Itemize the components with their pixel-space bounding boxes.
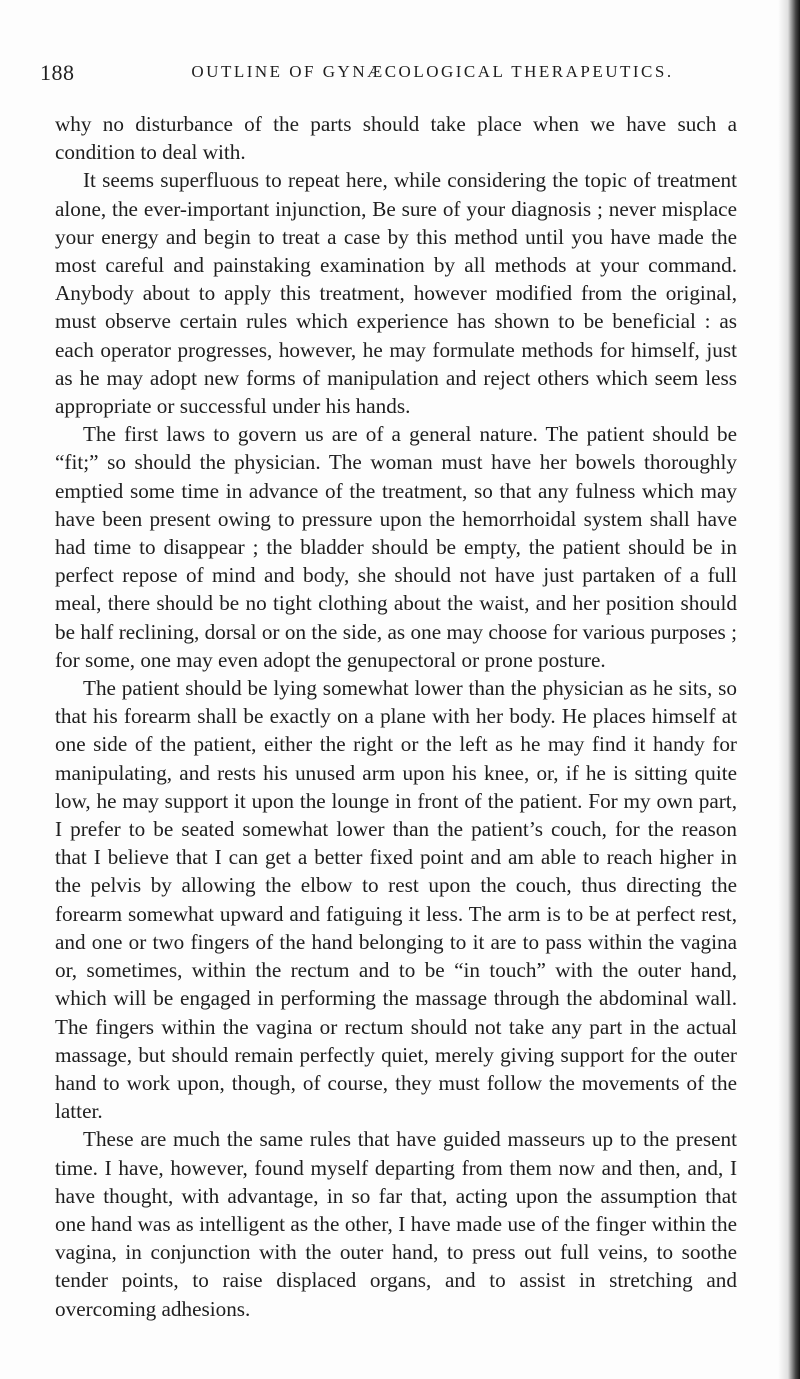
paragraph-positioning: The patient should be lying somewhat lower than the physician as he sits, so that his forearm shall be exactly on a plane with her body. He places himself at one side of the patient, either the right or the left as he may find it handy for manipulating, and rests his unused arm upon his knee, or, if he is sitting quite low, he may support it upon the lounge in front of the patient. For my own part, I prefer to be seated somewhat lower than the patient’s couch, for the reason that I believe that I can get a better fixed point and am able to reach higher in the pelvis by allowing the elbow to rest upon the couch, thus directing the forearm somewhat upward and fatiguing it less. The arm is to be at perfect rest, and one or two fingers of the hand belonging to it are to pass within the vagina or, sometimes, within the rectum and to be “in touch” with the outer hand, which will be engaged in performing the massage through the abdominal wall. The fingers within the vagina or rectum should not take any part in the actual massage, but should remain perfectly quiet, merely giving support for the outer hand to work upon, though, of course, they must follow the movements of the latter. <box>55 676 737 1124</box>
page-header <box>40 60 765 90</box>
body-text <box>55 110 737 1323</box>
running-title: OUTLINE OF GYNÆCOLOGICAL THERAPEUTICS. <box>191 62 674 81</box>
page-number: 188 <box>40 60 75 85</box>
paragraph-masseur-rules: These are much the same rules that have guided masseurs up to the present time. I have, however, found myself departing from them now and then, and, I have thought, with advantage, in so far that, acting upon the assumption that one hand was as intelligent as the other, I have made use of the finger within the vagina, in conjunction with the outer hand, to press out full veins, to soothe tender points, to raise displaced organs, and to assist in stretching and overcoming adhesions. <box>55 1127 737 1321</box>
paragraph-continuation: why no disturbance of the parts should take place when we have such a condition to deal with. <box>55 112 737 165</box>
paragraph-general-laws: The first laws to govern us are of a general nature. The patient should be “fit;” so should the physician. The woman must have her bowels thoroughly emptied some time in advance of the treatment, so that any fulness which may have been present owing to pressure upon the hemorrhoidal system shall have had time to disappear ; the bladder should be empty, the patient should be in perfect repose of mind and body, she should not have just partaken of a full meal, there should be no tight clothing about the waist, and her position should be half reclining, dorsal or on the side, as one may choose for various purposes ; for some, one may even adopt the genupectoral or prone posture. <box>55 422 737 672</box>
page-edge-shadow <box>778 0 800 1379</box>
paragraph-diagnosis: It seems superfluous to repeat here, while considering the topic of treatment alone, the ever-important injunction, Be sure of your diagnosis ; never misplace your energy and begin to treat a case by this method until you have made the most careful and painstaking examination by all methods at your command. Anybody about to apply this treatment, however modified from the original, must observe certain rules which experience has shown to be beneficial : as each operator progresses, however, he may formulate methods for himself, just as he may adopt new forms of manipulation and reject others which seem less appropriate or successful under his hands. <box>55 168 737 419</box>
